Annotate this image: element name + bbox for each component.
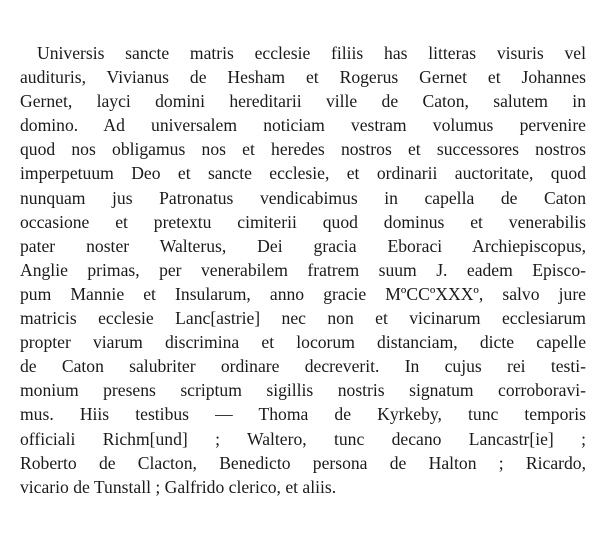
charter-text (20, 41, 586, 499)
text-line: mus. Hiis testibus — Thoma de Kyrkeby, tunc temporis (20, 404, 586, 425)
text-line: Universis sancte matris ecclesie filiis has litteras visuris vel (37, 43, 586, 63)
text-line: officiali Richm[und] ; Waltero, tunc decano Lancastr[ie] ; (20, 428, 586, 449)
text-line: vicario de Tunstall ; Galfrido clerico, et aliis. (20, 476, 337, 497)
text-line: domino. Ad universalem noticiam vestram volumus pervenire (20, 115, 586, 136)
text-line: Gernet, layci domini hereditarii ville de Caton, salutem in (20, 91, 586, 112)
text-line: audituris, Vivianus de Hesham et Rogerus Gernet et Johannes (20, 67, 586, 88)
text-line: quod nos obligamus nos et heredes nostros et successores nostros (20, 139, 586, 160)
text-line: propter viarum discrimina et locorum distanciam, dicte capelle (20, 332, 586, 353)
text-line: monium presens scriptum sigillis nostris signatum corroboravi- (20, 380, 586, 401)
text-line: de Caton salubriter ordinare decreverit. In cujus rei testi- (20, 356, 586, 377)
text-line: Anglie primas, per venerabilem fratrem suum J. eadem Episco- (20, 259, 586, 280)
text-line: nunquam jus Patronatus vendicabimus in capella de Caton (20, 187, 586, 208)
text-line: pater noster Walterus, Dei gracia Eboraci Archiepiscopus, (20, 235, 586, 256)
text-line: Roberto de Clacton, Benedicto persona de Halton ; Ricardo, (20, 452, 586, 473)
text-line: pum Mannie et Insularum, anno gracie MºCCºXXXº, salvo jure (20, 283, 586, 304)
text-line: matricis ecclesie Lanc[astrie] nec non et vicinarum ecclesiarum (20, 308, 586, 329)
text-line: imperpetuum Deo et sancte ecclesie, et ordinarii auctoritate, quod (20, 163, 586, 184)
text-line: occasione et pretextu cimiterii quod dominus et venerabilis (20, 211, 586, 232)
